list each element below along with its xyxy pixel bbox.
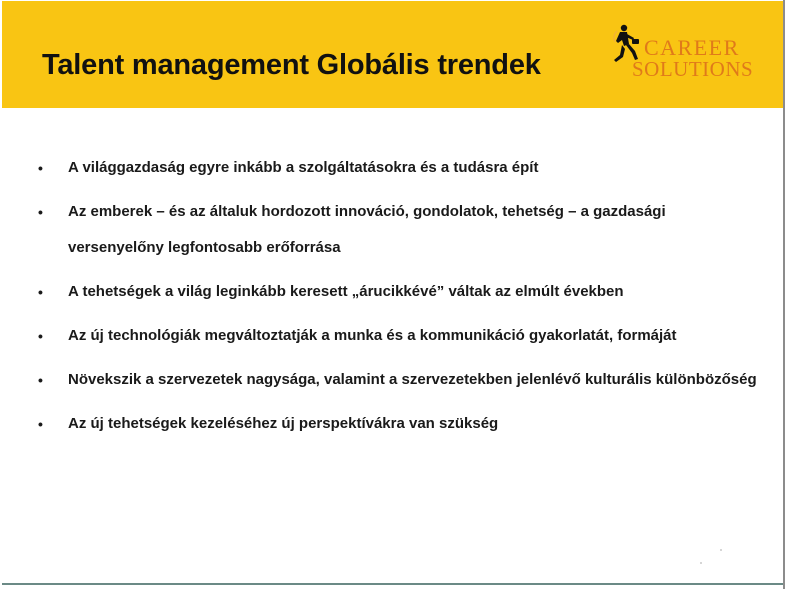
bullet-text: A világgazdaság egyre inkább a szolgáltatásokra és a tudásra épít — [68, 159, 539, 176]
bullet-text: Növekszik a szervezetek nagysága, valamint a szervezetekben jelenlévő kulturális különbözőség — [68, 371, 757, 388]
bullet-marker: • — [38, 372, 43, 388]
running-businessman-icon — [610, 22, 770, 84]
list-item — [38, 194, 758, 266]
bullet-text: Az emberek – és az általuk hordozott innováció, gondolatok, tehetség – a gazdasági versenyelőny legfontosabb erőforrása — [68, 203, 666, 256]
list-item — [38, 362, 758, 398]
list-item — [38, 150, 758, 186]
bullet-marker: • — [38, 160, 43, 176]
list-item — [38, 318, 758, 354]
decorative-speck — [700, 562, 702, 564]
svg-text:CAREER: CAREER — [644, 35, 740, 60]
bullet-marker: • — [38, 204, 43, 220]
bullet-text: A tehetségek a világ leginkább keresett „árucikkévé” váltak az elmúlt években — [68, 283, 624, 300]
bullet-marker: • — [38, 416, 43, 432]
list-item — [38, 274, 758, 310]
footer-divider — [2, 583, 783, 585]
bullet-text: Az új technológiák megváltoztatják a munka és a kommunikáció gyakorlatát, formáját — [68, 327, 677, 344]
slide-title: Talent management Globális trendek — [42, 49, 541, 81]
list-item — [38, 406, 758, 442]
bullet-text: Az új tehetségek kezeléséhez új perspektívákra van szükség — [68, 415, 499, 432]
bullet-marker: • — [38, 284, 43, 300]
svg-text:SOLUTIONS: SOLUTIONS — [632, 57, 754, 81]
bullet-list — [38, 150, 758, 450]
bullet-marker: • — [38, 328, 43, 344]
decorative-speck — [720, 549, 722, 551]
career-solutions-logo — [610, 22, 770, 84]
